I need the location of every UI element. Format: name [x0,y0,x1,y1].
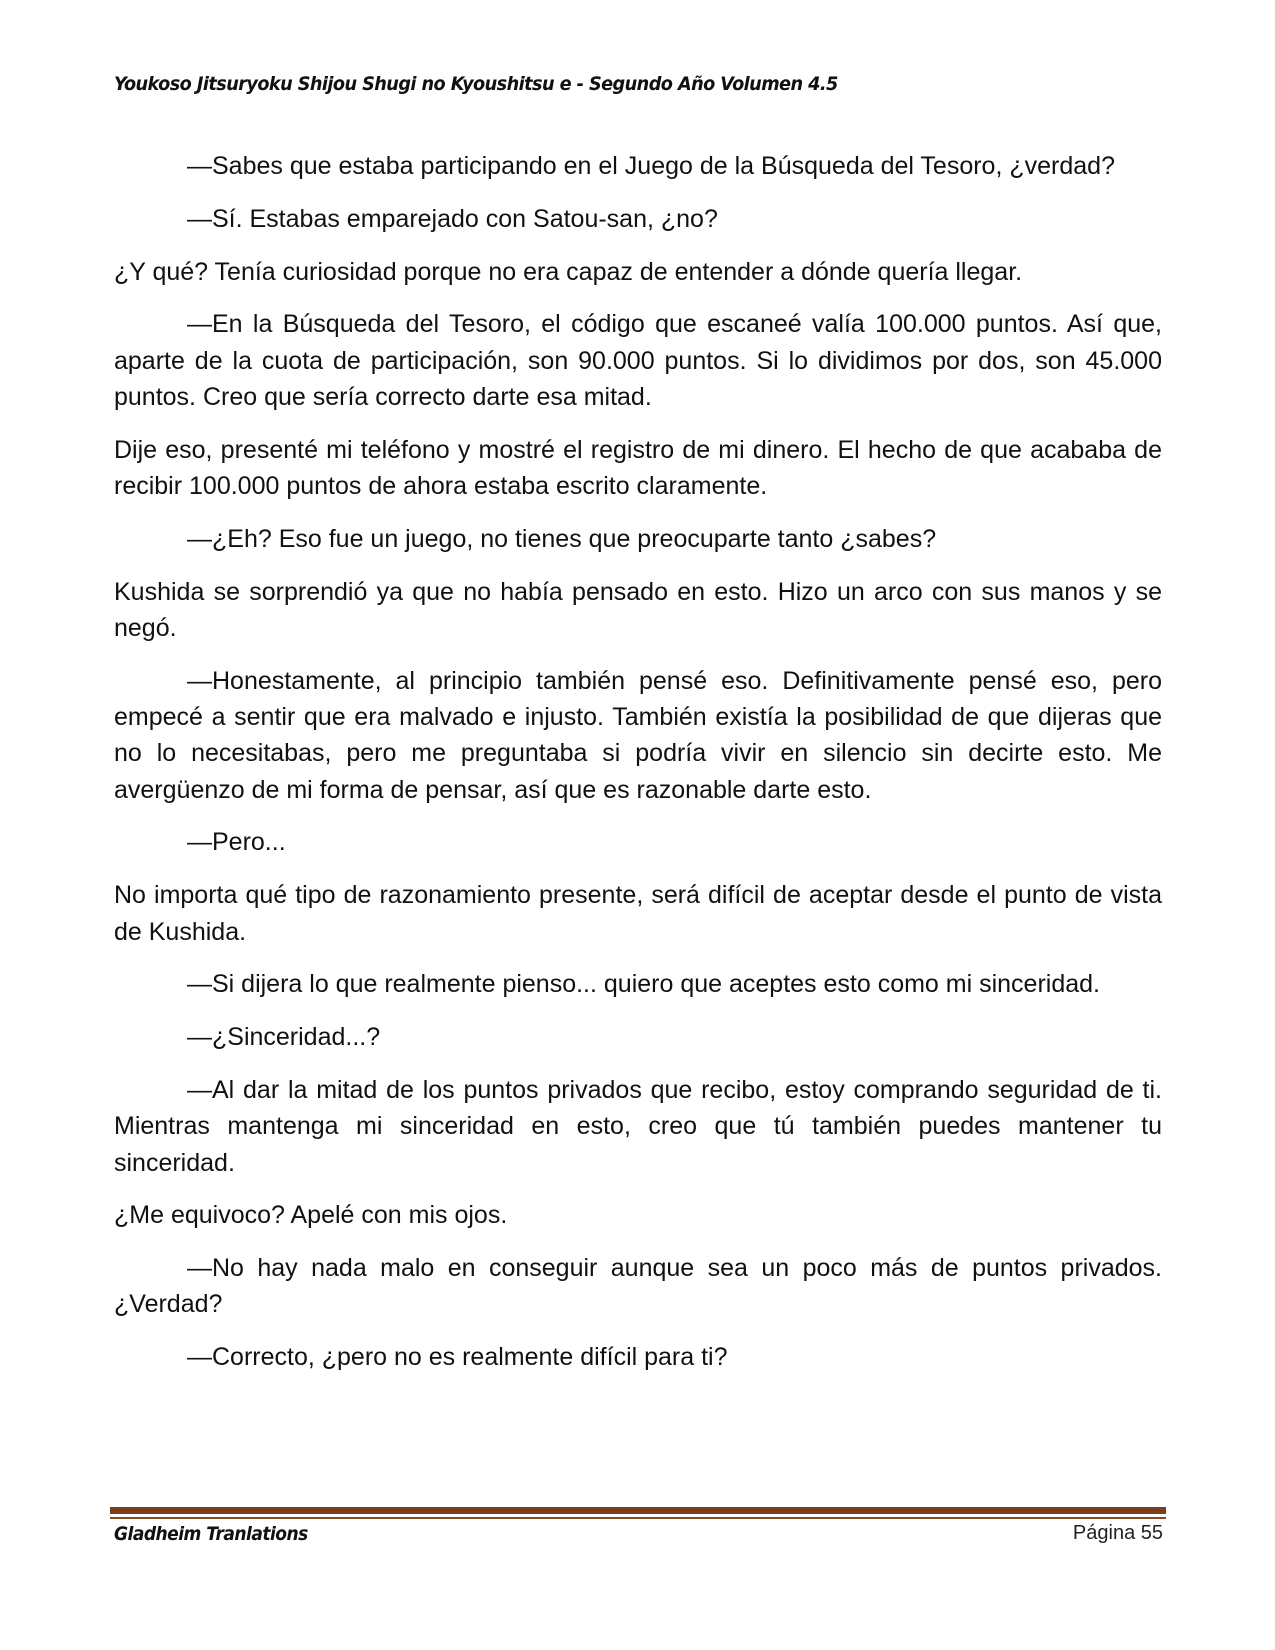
paragraph: —Sí. Estabas emparejado con Satou-san, ¿no? [187,204,718,233]
paragraph: —En la Búsqueda del Tesoro, el código que escaneé valía 100.000 puntos. Así que, aparte de la cuota de participación, son 90.000 puntos. Si lo dividimos por dos, son 45.000 puntos. Creo que sería correcto darte esa mitad. [114,310,1162,411]
paragraph: —Sabes que estaba participando en el Juego de la Búsqueda del Tesoro, ¿verdad? [187,152,1115,180]
paragraph: —¿Sinceridad...? [187,1023,381,1052]
paragraph: —Pero... [187,828,286,857]
paragraph: —Correcto, ¿pero no es realmente difícil para ti? [187,1343,728,1372]
footer-divider-thin [110,1517,1166,1519]
running-header-title: Youkoso Jitsuryoku Shijou Shugi no Kyoushitsu e - Segundo Año Volumen 4.5 [114,73,838,95]
paragraph: —¿Eh? Eso fue un juego, no tienes que preocuparte tanto ¿sabes? [187,524,937,553]
footer-divider-thick [110,1507,1166,1514]
paragraph: ¿Me equivoco? Apelé con mis ojos. [114,1201,508,1230]
body-text [114,148,1162,1392]
paragraph: —No hay nada malo en conseguir aunque sea un poco más de puntos privados. ¿Verdad? [114,1254,1162,1319]
paragraph: —Honestamente, al principio también pensé eso. Definitivamente pensé eso, pero empecé a sentir que era malvado e injusto. También existía la posibilidad de que dijeras que no lo necesitabas, pero me preguntaba si podría vivir en silencio sin decirte esto. Me avergüenzo de mi forma de pensar, así que es razonable darte esto. [114,666,1162,804]
page-number: Página 55 [1072,1522,1163,1544]
paragraph: Dije eso, presenté mi teléfono y mostré el registro de mi dinero. El hecho de que acababa de recibir 100.000 puntos de ahora estaba escrito claramente. [114,435,1162,501]
paragraph: Kushida se sorprendió ya que no había pensado en esto. Hizo un arco con sus manos y se negó. [114,577,1162,642]
paragraph: ¿Y qué? Tenía curiosidad porque no era capaz de entender a dónde quería llegar. [114,257,1023,286]
paragraph: No importa qué tipo de razonamiento presente, será difícil de aceptar desde el punto de vista de Kushida. [114,881,1162,946]
paragraph: —Al dar la mitad de los puntos privados que recibo, estoy comprando seguridad de ti. Mientras mantenga mi sinceridad en esto, creo que tú también puedes mantener tu sinceridad. [114,1075,1162,1177]
paragraph: —Si dijera lo que realmente pienso... quiero que aceptes esto como mi sinceridad. [187,970,1101,999]
footer-translator-credit: Gladheim Tranlations [114,1523,308,1545]
